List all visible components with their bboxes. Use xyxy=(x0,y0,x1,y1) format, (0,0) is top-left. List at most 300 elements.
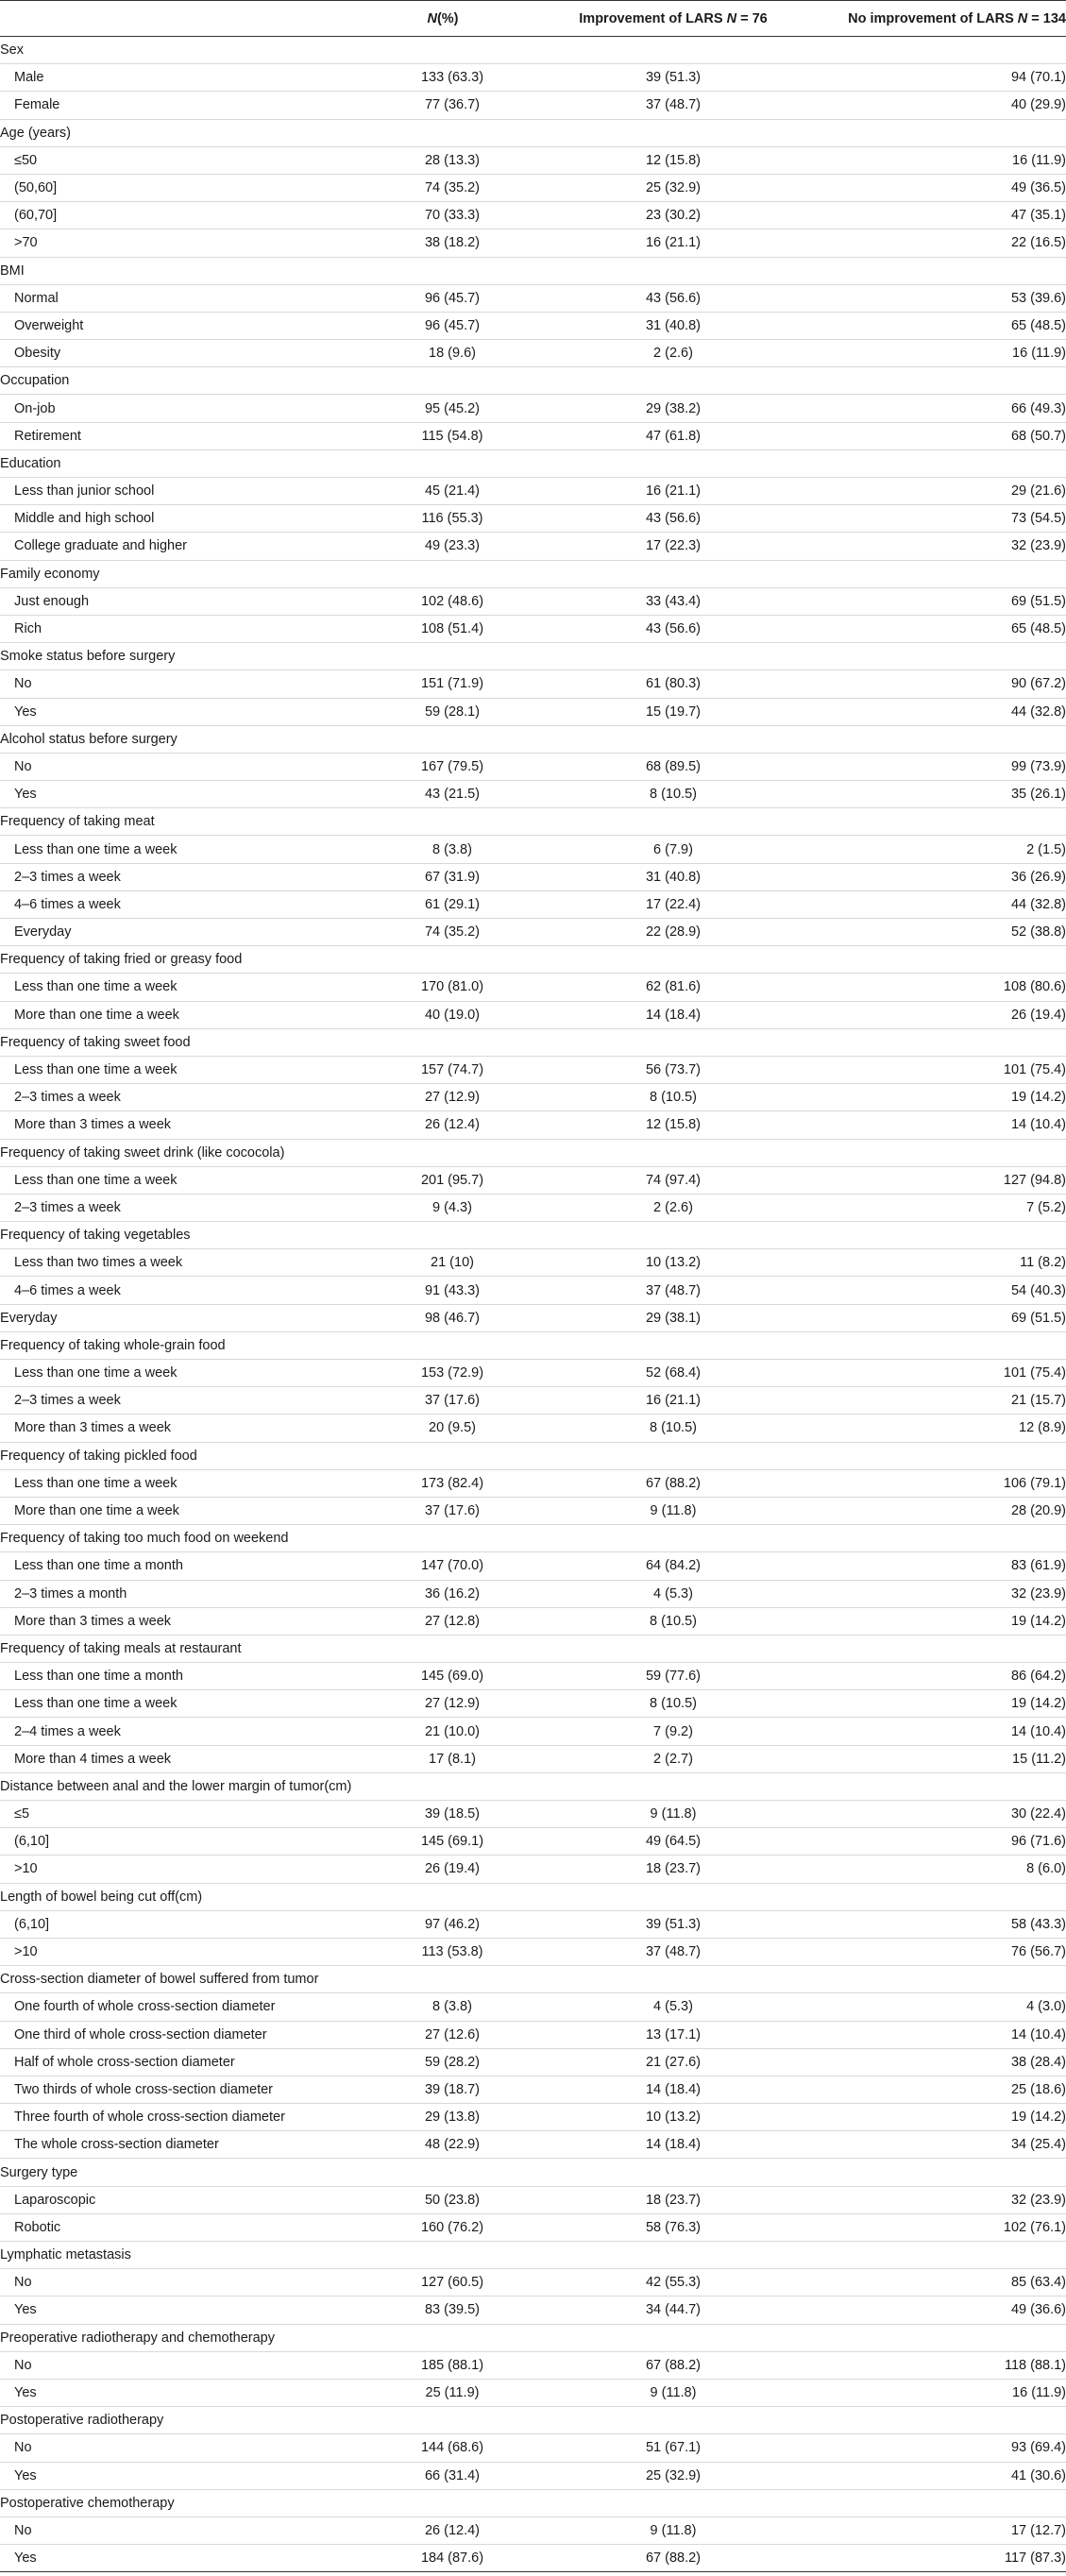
table-row xyxy=(0,2021,1066,2048)
cell-improvement: 15 (19.7) xyxy=(546,698,801,725)
table-group-row xyxy=(0,449,1066,477)
table-row xyxy=(0,890,1066,918)
table-row xyxy=(0,1056,1066,1083)
cell-no-improvement: 17 (12.7) xyxy=(801,2517,1066,2544)
cell-improvement: 39 (51.3) xyxy=(546,1910,801,1938)
row-label: More than one time a week xyxy=(0,1001,340,1028)
cell-no-improvement: 65 (48.5) xyxy=(801,615,1066,642)
cell-no-improvement: 118 (88.1) xyxy=(801,2351,1066,2379)
table-group-row xyxy=(0,2324,1066,2351)
cell-no-improvement: 73 (54.5) xyxy=(801,505,1066,533)
header-label-column xyxy=(0,1,340,37)
cell-no-improvement: 40 (29.9) xyxy=(801,92,1066,119)
table-row xyxy=(0,1607,1066,1635)
row-label: Just enough xyxy=(0,587,340,615)
cell-no-improvement: 16 (11.9) xyxy=(801,2379,1066,2406)
table-group-row xyxy=(0,560,1066,587)
cell-n-percent: 43 (21.5) xyxy=(340,781,546,808)
cell-no-improvement: 22 (16.5) xyxy=(801,229,1066,257)
table-row xyxy=(0,2186,1066,2213)
cell-improvement: 59 (77.6) xyxy=(546,1663,801,1690)
row-label: (50,60] xyxy=(0,174,340,201)
row-label: Overweight xyxy=(0,312,340,339)
table-row xyxy=(0,1084,1066,1111)
cell-improvement: 58 (76.3) xyxy=(546,2213,801,2241)
cell-n-percent: 26 (19.4) xyxy=(340,1856,546,1883)
table-row xyxy=(0,698,1066,725)
cell-no-improvement: 21 (15.7) xyxy=(801,1387,1066,1415)
table-group-row xyxy=(0,1028,1066,1056)
table-row xyxy=(0,1387,1066,1415)
table-row xyxy=(0,1910,1066,1938)
cell-n-percent: 59 (28.2) xyxy=(340,2048,546,2076)
row-label: Yes xyxy=(0,2462,340,2489)
group-label: Preoperative radiotherapy and chemotherapy xyxy=(0,2324,1066,2351)
cell-n-percent: 96 (45.7) xyxy=(340,284,546,312)
cell-n-percent: 145 (69.0) xyxy=(340,1663,546,1690)
table-row xyxy=(0,340,1066,367)
row-label: Less than one time a week xyxy=(0,1360,340,1387)
cell-no-improvement: 49 (36.6) xyxy=(801,2296,1066,2324)
row-label: 4–6 times a week xyxy=(0,1277,340,1304)
cell-improvement: 31 (40.8) xyxy=(546,863,801,890)
cell-n-percent: 45 (21.4) xyxy=(340,478,546,505)
table-row xyxy=(0,1111,1066,1139)
cell-n-percent: 74 (35.2) xyxy=(340,174,546,201)
cell-no-improvement: 16 (11.9) xyxy=(801,146,1066,174)
cell-improvement: 12 (15.8) xyxy=(546,146,801,174)
table-group-row xyxy=(0,1525,1066,1552)
table-row xyxy=(0,1856,1066,1883)
row-label: More than 3 times a week xyxy=(0,1111,340,1139)
row-label: Less than one time a week xyxy=(0,974,340,1001)
cell-n-percent: 28 (13.3) xyxy=(340,146,546,174)
cell-no-improvement: 32 (23.9) xyxy=(801,2186,1066,2213)
row-label: 2–3 times a week xyxy=(0,1387,340,1415)
table-group-row xyxy=(0,946,1066,974)
cell-no-improvement: 49 (36.5) xyxy=(801,174,1066,201)
cell-improvement: 56 (73.7) xyxy=(546,1056,801,1083)
cell-improvement: 25 (32.9) xyxy=(546,2462,801,2489)
cell-no-improvement: 90 (67.2) xyxy=(801,670,1066,698)
table-row xyxy=(0,312,1066,339)
table-group-row xyxy=(0,643,1066,670)
cell-improvement: 43 (56.6) xyxy=(546,505,801,533)
cell-no-improvement: 14 (10.4) xyxy=(801,1718,1066,1745)
table-row xyxy=(0,974,1066,1001)
cell-improvement: 14 (18.4) xyxy=(546,2131,801,2159)
cell-improvement: 8 (10.5) xyxy=(546,1084,801,1111)
row-label: More than 3 times a week xyxy=(0,1415,340,1442)
cell-improvement: 9 (11.8) xyxy=(546,2517,801,2544)
cell-n-percent: 185 (88.1) xyxy=(340,2351,546,2379)
cell-improvement: 34 (44.7) xyxy=(546,2296,801,2324)
table-row xyxy=(0,2269,1066,2296)
row-label: >70 xyxy=(0,229,340,257)
cell-improvement: 2 (2.7) xyxy=(546,1745,801,1772)
table-row xyxy=(0,1745,1066,1772)
cell-n-percent: 151 (71.9) xyxy=(340,670,546,698)
cell-no-improvement: 44 (32.8) xyxy=(801,698,1066,725)
cell-improvement: 17 (22.3) xyxy=(546,533,801,560)
row-label: Yes xyxy=(0,2296,340,2324)
table-row xyxy=(0,1993,1066,2021)
cell-no-improvement: 32 (23.9) xyxy=(801,533,1066,560)
table-row xyxy=(0,2517,1066,2544)
table-row xyxy=(0,863,1066,890)
table-group-row xyxy=(0,808,1066,836)
row-label: Robotic xyxy=(0,2213,340,2241)
row-label: No xyxy=(0,2517,340,2544)
table-row xyxy=(0,1828,1066,1856)
table-group-row xyxy=(0,2159,1066,2186)
group-label: Alcohol status before surgery xyxy=(0,725,1066,753)
cell-no-improvement: 25 (18.6) xyxy=(801,2076,1066,2103)
table-group-row xyxy=(0,725,1066,753)
cell-improvement: 8 (10.5) xyxy=(546,1607,801,1635)
cell-no-improvement: 52 (38.8) xyxy=(801,919,1066,946)
cell-improvement: 10 (13.2) xyxy=(546,2104,801,2131)
cell-improvement: 47 (61.8) xyxy=(546,422,801,449)
row-label: No xyxy=(0,2269,340,2296)
cell-improvement: 13 (17.1) xyxy=(546,2021,801,2048)
table-row xyxy=(0,2131,1066,2159)
group-label: Smoke status before surgery xyxy=(0,643,1066,670)
cell-improvement: 33 (43.4) xyxy=(546,587,801,615)
cell-no-improvement: 19 (14.2) xyxy=(801,2104,1066,2131)
cell-improvement: 74 (97.4) xyxy=(546,1166,801,1194)
row-label: Less than one time a week xyxy=(0,1469,340,1497)
cell-n-percent: 96 (45.7) xyxy=(340,312,546,339)
cell-no-improvement: 14 (10.4) xyxy=(801,2021,1066,2048)
cell-no-improvement: 99 (73.9) xyxy=(801,753,1066,780)
n-symbol: N xyxy=(427,10,437,26)
row-label: 4–6 times a week xyxy=(0,890,340,918)
row-label: Everyday xyxy=(0,919,340,946)
cell-no-improvement: 76 (56.7) xyxy=(801,1938,1066,1965)
cell-n-percent: 116 (55.3) xyxy=(340,505,546,533)
table-row xyxy=(0,1552,1066,1580)
row-label: No xyxy=(0,2434,340,2462)
table-row xyxy=(0,478,1066,505)
cell-n-percent: 70 (33.3) xyxy=(340,202,546,229)
cell-n-percent: 173 (82.4) xyxy=(340,1469,546,1497)
table-row xyxy=(0,919,1066,946)
cell-n-percent: 74 (35.2) xyxy=(340,919,546,946)
group-label: Education xyxy=(0,449,1066,477)
cell-no-improvement: 2 (1.5) xyxy=(801,836,1066,863)
cell-n-percent: 115 (54.8) xyxy=(340,422,546,449)
cell-improvement: 67 (88.2) xyxy=(546,2545,801,2572)
group-label: Postoperative chemotherapy xyxy=(0,2489,1066,2517)
group-label: Frequency of taking meals at restaurant xyxy=(0,1635,1066,1662)
group-label: Frequency of taking whole-grain food xyxy=(0,1331,1066,1359)
table-group-row xyxy=(0,1222,1066,1249)
cell-no-improvement: 69 (51.5) xyxy=(801,1304,1066,1331)
cell-no-improvement: 83 (61.9) xyxy=(801,1552,1066,1580)
table-group-row xyxy=(0,2407,1066,2434)
cell-improvement: 37 (48.7) xyxy=(546,1277,801,1304)
cell-no-improvement: 7 (5.2) xyxy=(801,1194,1066,1221)
row-label: Rich xyxy=(0,615,340,642)
row-label: More than one time a week xyxy=(0,1497,340,1524)
cell-improvement: 31 (40.8) xyxy=(546,312,801,339)
cell-no-improvement: 117 (87.3) xyxy=(801,2545,1066,2572)
table-row xyxy=(0,1663,1066,1690)
row-label: Less than junior school xyxy=(0,478,340,505)
cell-n-percent: 49 (23.3) xyxy=(340,533,546,560)
group-label: Cross-section diameter of bowel suffered from tumor xyxy=(0,1966,1066,1993)
row-label: No xyxy=(0,753,340,780)
group-label: Frequency of taking pickled food xyxy=(0,1442,1066,1469)
cell-no-improvement: 16 (11.9) xyxy=(801,340,1066,367)
cell-improvement: 23 (30.2) xyxy=(546,202,801,229)
cell-improvement: 67 (88.2) xyxy=(546,2351,801,2379)
row-label: The whole cross-section diameter xyxy=(0,2131,340,2159)
cell-n-percent: 21 (10.0) xyxy=(340,1718,546,1745)
cell-n-percent: 59 (28.1) xyxy=(340,698,546,725)
cell-improvement: 49 (64.5) xyxy=(546,1828,801,1856)
table-row xyxy=(0,1580,1066,1607)
cell-improvement: 52 (68.4) xyxy=(546,1360,801,1387)
cell-no-improvement: 85 (63.4) xyxy=(801,2269,1066,2296)
table-group-row xyxy=(0,1442,1066,1469)
row-label: More than 3 times a week xyxy=(0,1607,340,1635)
cell-n-percent: 17 (8.1) xyxy=(340,1745,546,1772)
table-row xyxy=(0,202,1066,229)
row-label: Middle and high school xyxy=(0,505,340,533)
row-label: Two thirds of whole cross-section diameter xyxy=(0,2076,340,2103)
no-improvement-count: = 134 xyxy=(1027,10,1066,26)
group-label: Frequency of taking sweet drink (like cococola) xyxy=(0,1139,1066,1166)
row-label: ≤50 xyxy=(0,146,340,174)
cell-n-percent: 61 (29.1) xyxy=(340,890,546,918)
cell-n-percent: 184 (87.6) xyxy=(340,2545,546,2572)
table-group-row xyxy=(0,2489,1066,2517)
table-row xyxy=(0,2104,1066,2131)
table-row xyxy=(0,1166,1066,1194)
cell-no-improvement: 38 (28.4) xyxy=(801,2048,1066,2076)
table-row xyxy=(0,505,1066,533)
cell-improvement: 18 (23.7) xyxy=(546,1856,801,1883)
table-row xyxy=(0,587,1066,615)
cell-improvement: 14 (18.4) xyxy=(546,1001,801,1028)
cell-improvement: 64 (84.2) xyxy=(546,1552,801,1580)
row-label: No xyxy=(0,670,340,698)
cell-no-improvement: 101 (75.4) xyxy=(801,1056,1066,1083)
cell-no-improvement: 19 (14.2) xyxy=(801,1690,1066,1718)
cell-no-improvement: 19 (14.2) xyxy=(801,1607,1066,1635)
group-label: Surgery type xyxy=(0,2159,1066,2186)
table-row xyxy=(0,1415,1066,1442)
cell-n-percent: 38 (18.2) xyxy=(340,229,546,257)
table-row xyxy=(0,1277,1066,1304)
cell-improvement: 6 (7.9) xyxy=(546,836,801,863)
row-label: Yes xyxy=(0,2545,340,2572)
table-row xyxy=(0,2351,1066,2379)
row-label: (6,10] xyxy=(0,1910,340,1938)
table-group-row xyxy=(0,37,1066,64)
cell-n-percent: 153 (72.9) xyxy=(340,1360,546,1387)
cell-improvement: 21 (27.6) xyxy=(546,2048,801,2076)
n-symbol: N xyxy=(726,10,737,26)
cell-n-percent: 201 (95.7) xyxy=(340,1166,546,1194)
cell-n-percent: 127 (60.5) xyxy=(340,2269,546,2296)
cell-no-improvement: 30 (22.4) xyxy=(801,1801,1066,1828)
cell-improvement: 16 (21.1) xyxy=(546,478,801,505)
cell-n-percent: 91 (43.3) xyxy=(340,1277,546,1304)
cell-n-percent: 27 (12.9) xyxy=(340,1084,546,1111)
cell-improvement: 37 (48.7) xyxy=(546,1938,801,1965)
n-suffix: (%) xyxy=(436,10,459,26)
row-label: 2–4 times a week xyxy=(0,1718,340,1745)
group-label: Length of bowel being cut off(cm) xyxy=(0,1883,1066,1910)
cell-no-improvement: 11 (8.2) xyxy=(801,1249,1066,1277)
row-label: Everyday xyxy=(0,1304,340,1331)
cell-no-improvement: 28 (20.9) xyxy=(801,1497,1066,1524)
cell-improvement: 61 (80.3) xyxy=(546,670,801,698)
n-symbol: N xyxy=(1017,10,1028,26)
cell-n-percent: 21 (10) xyxy=(340,1249,546,1277)
cell-no-improvement: 127 (94.8) xyxy=(801,1166,1066,1194)
row-label: ≤5 xyxy=(0,1801,340,1828)
row-label: Female xyxy=(0,92,340,119)
group-label: Frequency of taking fried or greasy food xyxy=(0,946,1066,974)
table-row xyxy=(0,836,1066,863)
table-row xyxy=(0,2379,1066,2406)
table-group-row xyxy=(0,119,1066,146)
group-label: Sex xyxy=(0,37,1066,64)
header-n-column xyxy=(340,1,546,37)
cell-n-percent: 145 (69.1) xyxy=(340,1828,546,1856)
row-label: Less than one time a month xyxy=(0,1552,340,1580)
cell-n-percent: 39 (18.7) xyxy=(340,2076,546,2103)
table-header xyxy=(0,1,1066,37)
cell-n-percent: 98 (46.7) xyxy=(340,1304,546,1331)
group-label: BMI xyxy=(0,257,1066,284)
table-group-row xyxy=(0,1635,1066,1662)
group-label: Frequency of taking vegetables xyxy=(0,1222,1066,1249)
table-row xyxy=(0,146,1066,174)
header-row xyxy=(0,1,1066,37)
cell-improvement: 12 (15.8) xyxy=(546,1111,801,1139)
group-label: Distance between anal and the lower margin of tumor(cm) xyxy=(0,1772,1066,1800)
row-label: One fourth of whole cross-section diameter xyxy=(0,1993,340,2021)
table-row xyxy=(0,2462,1066,2489)
table-group-row xyxy=(0,1331,1066,1359)
row-label: Yes xyxy=(0,2379,340,2406)
cell-no-improvement: 14 (10.4) xyxy=(801,1111,1066,1139)
cell-no-improvement: 106 (79.1) xyxy=(801,1469,1066,1497)
row-label: Less than one time a week xyxy=(0,1690,340,1718)
row-label: Three fourth of whole cross-section diameter xyxy=(0,2104,340,2131)
cell-no-improvement: 47 (35.1) xyxy=(801,202,1066,229)
row-label: Half of whole cross-section diameter xyxy=(0,2048,340,2076)
cell-n-percent: 9 (4.3) xyxy=(340,1194,546,1221)
table-row xyxy=(0,64,1066,92)
table-row xyxy=(0,1304,1066,1331)
cell-no-improvement: 96 (71.6) xyxy=(801,1828,1066,1856)
row-label: Less than one time a week xyxy=(0,1056,340,1083)
cell-improvement: 8 (10.5) xyxy=(546,781,801,808)
cell-no-improvement: 29 (21.6) xyxy=(801,478,1066,505)
table-row xyxy=(0,2076,1066,2103)
cell-improvement: 16 (21.1) xyxy=(546,1387,801,1415)
row-label: College graduate and higher xyxy=(0,533,340,560)
group-label: Frequency of taking sweet food xyxy=(0,1028,1066,1056)
table-group-row xyxy=(0,1772,1066,1800)
row-label: Less than one time a week xyxy=(0,836,340,863)
row-label: >10 xyxy=(0,1856,340,1883)
row-label: One third of whole cross-section diameter xyxy=(0,2021,340,2048)
cell-n-percent: 48 (22.9) xyxy=(340,2131,546,2159)
cell-n-percent: 77 (36.7) xyxy=(340,92,546,119)
cell-no-improvement: 93 (69.4) xyxy=(801,2434,1066,2462)
cell-improvement: 42 (55.3) xyxy=(546,2269,801,2296)
table-row xyxy=(0,1469,1066,1497)
cell-n-percent: 95 (45.2) xyxy=(340,395,546,422)
table-group-row xyxy=(0,257,1066,284)
cell-n-percent: 37 (17.6) xyxy=(340,1497,546,1524)
table-row xyxy=(0,1497,1066,1524)
group-label: Occupation xyxy=(0,367,1066,395)
table-row xyxy=(0,670,1066,698)
row-label: Retirement xyxy=(0,422,340,449)
group-label: Age (years) xyxy=(0,119,1066,146)
header-no-improvement-column xyxy=(801,1,1066,37)
cell-no-improvement: 26 (19.4) xyxy=(801,1001,1066,1028)
cell-improvement: 22 (28.9) xyxy=(546,919,801,946)
table-row xyxy=(0,2296,1066,2324)
table-group-row xyxy=(0,1883,1066,1910)
cell-n-percent: 8 (3.8) xyxy=(340,1993,546,2021)
row-label: Normal xyxy=(0,284,340,312)
cell-improvement: 51 (67.1) xyxy=(546,2434,801,2462)
cell-improvement: 9 (11.8) xyxy=(546,1801,801,1828)
cell-improvement: 68 (89.5) xyxy=(546,753,801,780)
cell-n-percent: 27 (12.6) xyxy=(340,2021,546,2048)
improvement-label: Improvement of LARS xyxy=(579,10,727,26)
table-row xyxy=(0,1938,1066,1965)
cell-no-improvement: 35 (26.1) xyxy=(801,781,1066,808)
row-label: Obesity xyxy=(0,340,340,367)
table-row xyxy=(0,1690,1066,1718)
table-row xyxy=(0,1360,1066,1387)
cell-no-improvement: 19 (14.2) xyxy=(801,1084,1066,1111)
table-row xyxy=(0,2213,1066,2241)
table-row xyxy=(0,229,1066,257)
cell-improvement: 39 (51.3) xyxy=(546,64,801,92)
table-row xyxy=(0,174,1066,201)
table-row xyxy=(0,395,1066,422)
table-row xyxy=(0,284,1066,312)
table-group-row xyxy=(0,367,1066,395)
cell-improvement: 43 (56.6) xyxy=(546,284,801,312)
cell-n-percent: 25 (11.9) xyxy=(340,2379,546,2406)
cell-no-improvement: 15 (11.2) xyxy=(801,1745,1066,1772)
cell-no-improvement: 8 (6.0) xyxy=(801,1856,1066,1883)
row-label: No xyxy=(0,2351,340,2379)
row-label: (60,70] xyxy=(0,202,340,229)
row-label: Male xyxy=(0,64,340,92)
cell-n-percent: 20 (9.5) xyxy=(340,1415,546,1442)
cell-no-improvement: 66 (49.3) xyxy=(801,395,1066,422)
cell-no-improvement: 69 (51.5) xyxy=(801,587,1066,615)
cell-n-percent: 18 (9.6) xyxy=(340,340,546,367)
table-row xyxy=(0,2545,1066,2572)
cell-n-percent: 39 (18.5) xyxy=(340,1801,546,1828)
cell-n-percent: 144 (68.6) xyxy=(340,2434,546,2462)
